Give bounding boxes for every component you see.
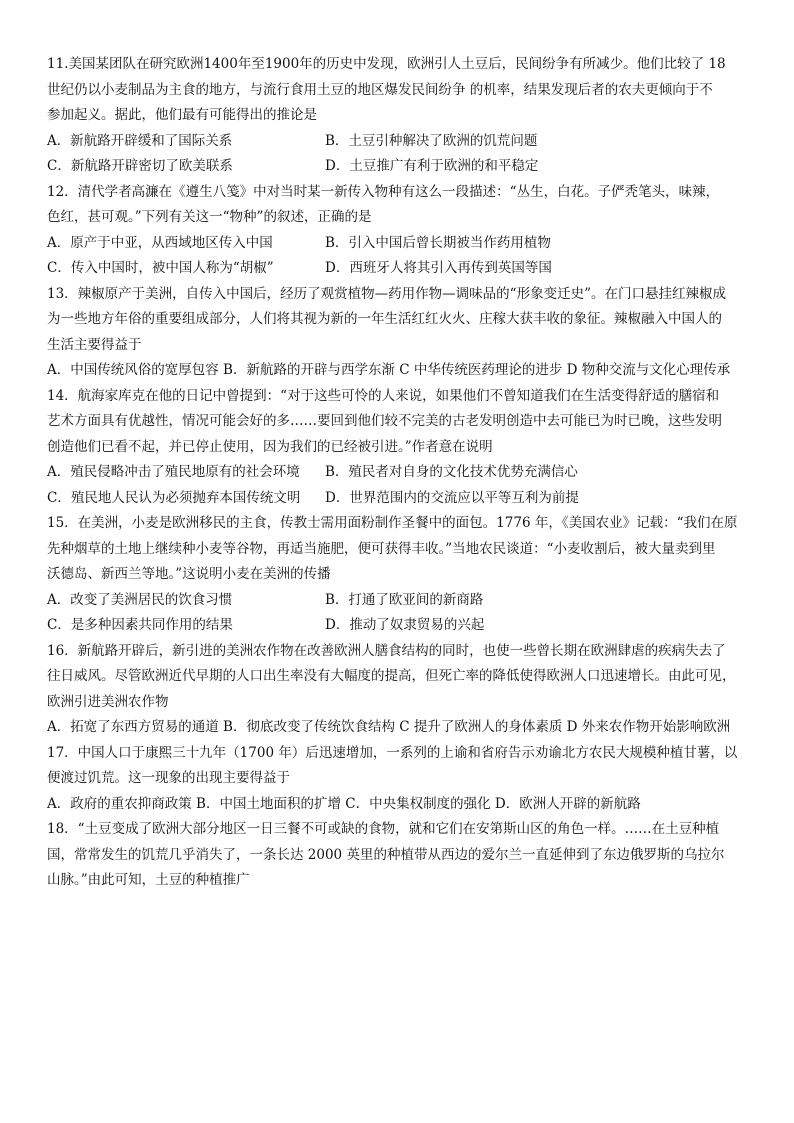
options-inline[interactable]: A．拓宽了东西方贸易的通道 B．彻底改变了传统饮食结构 C 提升了欧洲人的身体素质 D 外来农作物开始影响欧洲 [47,719,731,735]
question-14 [47,384,754,512]
question-stem-line: 15．在美洲，小麦是欧洲移民的主食，传教士需用面粉制作圣餐中的面包。1776 年，《美国农业》记载：“我们在原 [47,515,738,531]
option-a[interactable]: A．殖民侵略冲击了殖民地原有的社会环境 [47,464,300,480]
options-row [47,129,754,155]
question-stem-line: 11.美国某团队在研究欧洲1400年至1900年的历史中发现，欧洲引人土豆后，民间纷争有所减少。他们比较了 18 [47,56,726,72]
question-stem-line: 生活主要得益于 [47,336,142,353]
option-b[interactable]: B．打通了欧亚间的新商路 [325,591,484,608]
options-row [47,613,754,639]
option-c[interactable]: C．新航路开辟密切了欧美联系 [47,158,233,174]
question-stem-line: 创造他们已看不起，并已停止使用，因为我们的已经被引进。”作者意在说明 [47,438,493,455]
options-row [47,154,754,180]
options-row [47,588,754,614]
question-stem-line: 为一些地方年俗的重要组成部分，人们将其视为新的一年生活红红火火、庄稼大获丰收的象征。辣椒融入中国人的 [47,311,722,327]
question-12 [47,180,754,282]
question-18 [47,817,754,894]
options-inline[interactable]: A．中国传统风俗的宽厚包容 B．新航路的开辟与西学东渐 C 中华传统医药理论的进步 D 物种交流与文化心理传承 [47,362,731,378]
question-stem-line: 艺术方面具有优越性，情况可能会好的多……要回到他们较不完美的古老发明创造中去可能已为时已晚，这些发明 [47,413,722,429]
question-stem-line: 山脉。”由此可知，土豆的种植推广 [47,872,250,888]
question-stem-line: 沃德岛、新西兰等地。”这说明小麦在美洲的传播 [47,566,331,582]
option-a[interactable]: A．原产于中亚，从西域地区传入中国 [47,234,273,251]
option-c[interactable]: C．是多种因素共同作用的结果 [47,617,233,633]
option-d[interactable]: D．推动了奴隶贸易的兴起 [325,617,485,633]
options-row [47,486,754,512]
option-b[interactable]: B．土豆引种解决了欧洲的饥荒问题 [325,132,538,149]
option-a[interactable]: A．新航路开辟缓和了国际关系 [47,132,233,149]
option-d[interactable]: D．世界范围内的交流应以平等互利为前提 [325,489,579,506]
question-17 [47,741,754,818]
question-stem-line: 先种烟草的土地上继续种小麦等谷物，再适当施肥，便可获得丰收。”当地农民谈道：“小麦收割后，被大量卖到里 [47,540,716,557]
question-stem-line: 13．辣椒原产于美洲，自传入中国后，经历了观赏植物—药用作物—调味品的“形象变迁史”。在门口悬挂红辣椒成 [47,285,726,302]
options-row [47,231,754,257]
question-stem-line: 欧洲引进美洲农作物 [47,693,169,710]
question-11 [47,52,754,180]
question-stem-line: 色红，甚可观。”下列有关这一“物种”的叙述，正确的是 [47,209,372,225]
question-stem-line: 参加起义。据此，他们最有可能得出的推论是 [47,107,317,123]
question-stem-line: 17．中国人口于康熙三十九年（1700 年）后迅速增加，一系列的上谕和省府告示劝谕北方农民大规模种植甘薯，以 [47,744,738,761]
question-stem-line: 世纪仍以小麦制品为主食的地方，与流行食用土豆的地区爆发民间纷争 的机率，结果发现后者的农夫更倾向于不 [47,81,713,98]
option-c[interactable]: C．殖民地人民认为必须抛弃本国传统文明 [47,489,301,506]
question-stem-line: 往日威风。尽管欧洲近代早期的人口出生率没有大幅度的提高，但死亡率的降低使得欧洲人口迅速增长。由此可见， [47,668,736,684]
question-15 [47,511,754,639]
options-row [47,256,754,282]
question-stem-line: 12．清代学者高濂在《遵生八笺》中对当时某一新传入物种有这么一段描述：“丛生，白花。子俨秃笔头，味辣， [47,183,720,200]
option-d[interactable]: D．土豆推广有利于欧洲的和平稳定 [325,158,539,174]
option-b[interactable]: B．引入中国后曾长期被当作药用植物 [325,234,551,251]
option-d[interactable]: D．西班牙人将其引入再传到英国等国 [325,260,552,276]
option-a[interactable]: A．改变了美洲居民的饮食习惯 [47,591,233,608]
options-row [47,460,754,486]
options-inline[interactable]: A．政府的重农抑商政策 B．中国土地面积的扩增 C．中央集权制度的强化 D．欧洲人开辟的新航路 [47,795,641,812]
option-c[interactable]: C．传入中国时，被中国人称为“胡椒” [47,260,274,276]
question-stem-line: 16．新航路开辟后，新引进的美洲农作物在改善欧洲人膳食结构的同时，也使一些曾长期在欧洲肆虐的疾病失去了 [47,642,726,659]
question-13 [47,282,754,384]
question-16 [47,639,754,741]
question-stem-line: 18．“土豆变成了欧洲大部分地区一日三餐不可或缺的食物，就和它们在安第斯山区的角色一样。……在土豆种植 [47,821,720,837]
question-stem-line: 便渡过饥荒。这一现象的出现主要得益于 [47,770,290,786]
option-b[interactable]: B．殖民者对自身的文化技术优势充满信心 [325,464,578,480]
question-stem-line: 14．航海家库克在他的日记中曾提到：“对于这些可怜的人来说，如果他们不曾知道我们在生活变得舒适的膳宿和 [47,387,720,404]
question-stem-line: 国，常常发生的饥荒几乎消失了，一条长达 2000 英里的种植带从西边的爱尔兰一直延伸到了东边俄罗斯的乌拉尔 [47,846,725,863]
